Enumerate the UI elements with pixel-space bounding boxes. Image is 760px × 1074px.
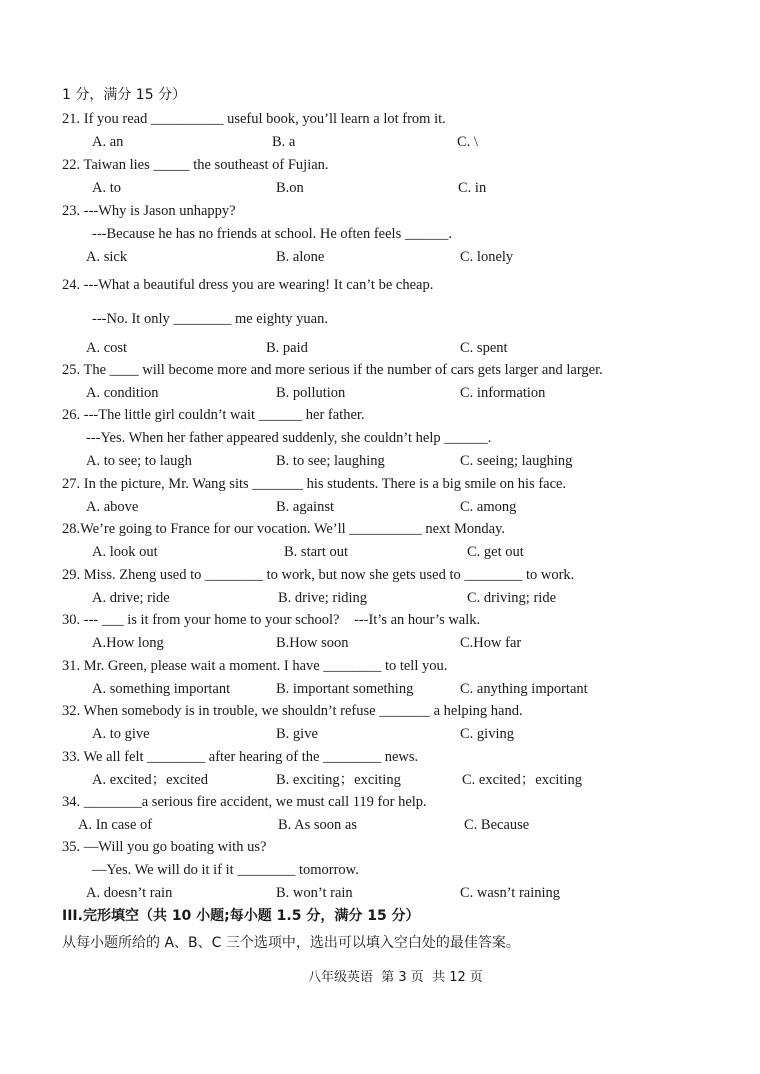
answer-option-b: B. give xyxy=(276,726,318,742)
question-stem: 35. —Will you go boating with us? xyxy=(62,839,267,855)
answer-option-a: A. look out xyxy=(92,544,158,560)
answer-option-c: C. \ xyxy=(457,134,478,150)
header-note: 1 分，满分 15 分） xyxy=(62,87,187,103)
answer-option-c: C. Because xyxy=(464,817,530,833)
answer-option-a: A.How long xyxy=(92,635,164,651)
answer-option-b: B. pollution xyxy=(276,385,346,401)
answer-option-a: A. an xyxy=(92,134,124,150)
question-stem: 31. Mr. Green, please wait a moment. I have ________ to tell you. xyxy=(62,658,448,674)
answer-option-c: C.How far xyxy=(460,635,522,651)
answer-option-c: C. in xyxy=(458,180,487,196)
answer-option-b: B. start out xyxy=(284,544,349,560)
question-stem: 26. ---The little girl couldn’t wait ______ her father. xyxy=(62,407,365,423)
section-instruction: 从每小题所给的 A、B、C 三个选项中，选出可以填入空白处的最佳答案。 xyxy=(62,935,520,951)
answer-option-a: A. above xyxy=(86,499,139,515)
question-stem: 29. Miss. Zheng used to ________ to work, but now she gets used to ________ to work. xyxy=(62,567,575,583)
answer-option-a: A. something important xyxy=(92,681,231,697)
answer-option-b: B.How soon xyxy=(276,635,349,651)
answer-option-a: A. to give xyxy=(92,726,150,742)
question-stem: 30. --- ___ is it from your home to your school? ---It’s an hour’s walk. xyxy=(62,612,481,628)
question-stem-line: ---Because he has no friends at school. He often feels ______. xyxy=(92,226,452,242)
question-stem: 34. ________a serious fire accident, we must call 119 for help. xyxy=(62,794,427,810)
answer-option-c: C. seeing; laughing xyxy=(460,453,573,469)
question-stem: 25. The ____ will become more and more serious if the number of cars gets larger and larger. xyxy=(62,362,603,378)
answer-option-c: C. anything important xyxy=(460,681,588,697)
question-stem: 33. We all felt ________ after hearing of the ________ news. xyxy=(62,749,419,765)
answer-option-c: C. wasn’t raining xyxy=(460,885,561,901)
question-stem: 22. Taiwan lies _____ the southeast of Fujian. xyxy=(62,157,329,173)
question-stem: 32. When somebody is in trouble, we shouldn’t refuse _______ a helping hand. xyxy=(62,703,523,719)
answer-option-b: B. As soon as xyxy=(278,817,357,833)
answer-option-c: C. lonely xyxy=(460,249,514,265)
answer-option-b: B. to see; laughing xyxy=(276,453,385,469)
answer-option-b: B. paid xyxy=(266,340,308,356)
answer-option-a: A. condition xyxy=(86,385,159,401)
question-stem: 21. If you read __________ useful book, you’ll learn a lot from it. xyxy=(62,111,446,127)
answer-option-a: A. sick xyxy=(86,249,128,265)
question-stem-line: ---Yes. When her father appeared suddenly, she couldn’t help ______. xyxy=(86,430,492,446)
answer-option-a: A. cost xyxy=(86,340,128,356)
answer-option-b: B. drive; riding xyxy=(278,590,368,606)
answer-option-a: A. to xyxy=(92,180,121,196)
answer-option-c: C. driving; ride xyxy=(467,590,557,606)
question-stem: 28.We’re going to France for our vocation. We’ll __________ next Monday. xyxy=(62,521,506,537)
answer-option-b: B. against xyxy=(276,499,334,515)
answer-option-a: A. doesn’t rain xyxy=(86,885,173,901)
answer-option-b: B. won’t rain xyxy=(276,885,353,901)
answer-option-b: B. important something xyxy=(276,681,414,697)
section-title: III.完形填空（共 10 小题;每小题 1.5 分，满分 15 分） xyxy=(62,908,420,924)
answer-option-c: C. spent xyxy=(460,340,508,356)
question-stem: 27. In the picture, Mr. Wang sits _______ his students. There is a big smile on his face. xyxy=(62,476,567,492)
question-stem-line: —Yes. We will do it if it ________ tomorrow. xyxy=(92,862,359,878)
answer-option-c: C. excited；exciting xyxy=(462,772,582,788)
page-footer: 八年级英语 第 3 页 共 12 页 xyxy=(308,970,483,985)
answer-option-a: A. to see; to laugh xyxy=(86,453,192,469)
answer-option-c: C. get out xyxy=(467,544,524,560)
question-stem: 23. ---Why is Jason unhappy? xyxy=(62,203,236,219)
question-stem-line: ---No. It only ________ me eighty yuan. xyxy=(92,311,328,327)
answer-option-a: A. In case of xyxy=(78,817,153,833)
answer-option-a: A. excited；excited xyxy=(92,772,208,788)
answer-option-c: C. among xyxy=(460,499,517,515)
answer-option-b: B. alone xyxy=(276,249,325,265)
answer-option-b: B. exciting；exciting xyxy=(276,772,401,788)
answer-option-b: B. a xyxy=(272,134,296,150)
answer-option-c: C. giving xyxy=(460,726,514,742)
answer-option-c: C. information xyxy=(460,385,546,401)
answer-option-b: B.on xyxy=(276,180,304,196)
question-stem: 24. ---What a beautiful dress you are wearing! It can’t be cheap. xyxy=(62,277,434,293)
answer-option-a: A. drive; ride xyxy=(92,590,170,606)
